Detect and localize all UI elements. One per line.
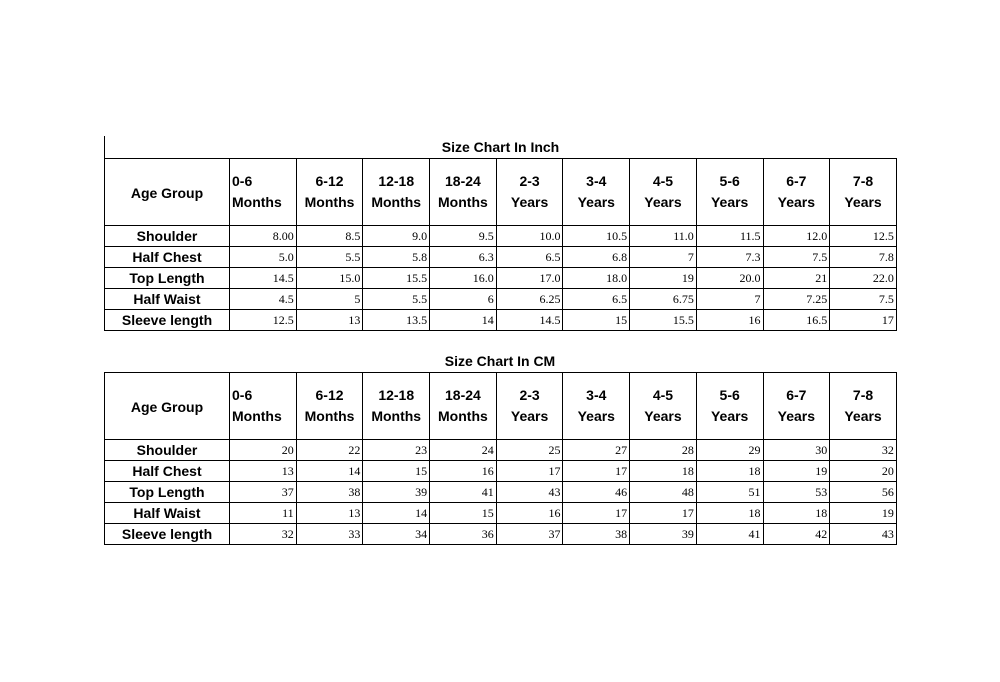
measurement-value: 6.5	[496, 247, 563, 268]
measurement-value: 22	[296, 440, 363, 461]
measurement-value: 22.0	[830, 268, 897, 289]
measurement-value: 7.25	[763, 289, 830, 310]
measurement-value: 18	[763, 503, 830, 524]
age-range: 5-6	[719, 387, 740, 403]
measurement-value: 19	[763, 461, 830, 482]
size-table-inch	[104, 158, 897, 331]
age-group-column-header	[763, 373, 830, 440]
measurement-value: 13	[230, 461, 297, 482]
measurement-value: 24	[430, 440, 497, 461]
measurement-value: 16.0	[430, 268, 497, 289]
age-unit: Months	[438, 194, 488, 210]
age-range: 4-5	[652, 173, 674, 189]
table-row	[105, 482, 897, 503]
age-group-column-header	[296, 373, 363, 440]
age-range: 2-3	[519, 173, 540, 189]
measurement-value: 13	[296, 310, 363, 331]
age-group-column-header	[630, 159, 697, 226]
measurement-value: 37	[230, 482, 297, 503]
measurement-value: 32	[230, 524, 297, 545]
size-chart-inch	[104, 136, 896, 331]
measurement-value: 8.00	[230, 226, 297, 247]
measurement-value: 17	[830, 310, 897, 331]
age-range: 5-6	[719, 173, 740, 189]
age-unit: Years	[510, 408, 549, 424]
age-range: 0-6	[232, 173, 253, 189]
measurement-value: 25	[496, 440, 563, 461]
measurement-value: 15	[430, 503, 497, 524]
measurement-value: 5.8	[363, 247, 430, 268]
header-row	[105, 373, 897, 440]
measurement-value: 5.0	[230, 247, 297, 268]
measurement-value: 38	[563, 524, 630, 545]
measurement-value: 5.5	[363, 289, 430, 310]
measurement-value: 33	[296, 524, 363, 545]
measurement-value: 43	[496, 482, 563, 503]
measurement-value: 9.5	[430, 226, 497, 247]
measurement-value: 30	[763, 440, 830, 461]
measurement-value: 15.0	[296, 268, 363, 289]
measurement-value: 7	[630, 247, 697, 268]
measurement-value: 23	[363, 440, 430, 461]
age-range: 12-18	[378, 387, 415, 403]
measurement-value: 11	[230, 503, 297, 524]
age-group-column-header	[563, 373, 630, 440]
measurement-value: 38	[296, 482, 363, 503]
measurement-value: 4.5	[230, 289, 297, 310]
chart-title-inch: Size Chart In Inch	[104, 136, 896, 158]
measurement-value: 7.3	[696, 247, 763, 268]
age-group-column-header	[363, 373, 430, 440]
measurement-label: Sleeve length	[105, 310, 230, 331]
age-range: 7-8	[852, 173, 874, 189]
measurement-value: 14	[363, 503, 430, 524]
age-group-column-header	[230, 159, 297, 226]
measurement-value: 15.5	[630, 310, 697, 331]
measurement-value: 6.75	[630, 289, 697, 310]
measurement-value: 18.0	[563, 268, 630, 289]
age-unit: Years	[644, 408, 682, 424]
age-group-column-header	[496, 159, 563, 226]
age-range: 6-7	[786, 387, 807, 403]
age-unit: Months	[232, 408, 282, 424]
measurement-value: 20.0	[696, 268, 763, 289]
measurement-label: Half Chest	[105, 461, 230, 482]
measurement-value: 14	[296, 461, 363, 482]
age-group-column-header	[763, 159, 830, 226]
measurement-value: 7.5	[830, 289, 897, 310]
measurement-value: 41	[696, 524, 763, 545]
age-unit: Years	[844, 408, 882, 424]
age-group-column-header	[430, 373, 497, 440]
measurement-value: 17	[563, 461, 630, 482]
measurement-value: 15	[363, 461, 430, 482]
chart-title-cm: Size Chart In CM	[444, 353, 556, 369]
age-group-column-header	[363, 159, 430, 226]
measurement-label: Half Waist	[105, 289, 230, 310]
measurement-value: 16	[430, 461, 497, 482]
measurement-value: 41	[430, 482, 497, 503]
measurement-value: 6.8	[563, 247, 630, 268]
age-group-column-header	[696, 159, 763, 226]
age-range: 3-4	[586, 387, 607, 403]
age-group-column-header	[430, 159, 497, 226]
measurement-value: 56	[830, 482, 897, 503]
age-unit: Months	[304, 194, 355, 210]
measurement-value: 39	[363, 482, 430, 503]
measurement-value: 10.5	[563, 226, 630, 247]
measurement-value: 14	[430, 310, 497, 331]
measurement-value: 17	[563, 503, 630, 524]
measurement-value: 13	[296, 503, 363, 524]
table-row	[105, 461, 897, 482]
measurement-value: 29	[696, 440, 763, 461]
measurement-value: 18	[630, 461, 697, 482]
age-unit: Years	[777, 408, 816, 424]
age-group-column-header	[830, 159, 897, 226]
measurement-value: 11.0	[630, 226, 697, 247]
measurement-value: 12.5	[230, 310, 297, 331]
measurement-value: 27	[563, 440, 630, 461]
measurement-value: 7	[696, 289, 763, 310]
measurement-value: 28	[630, 440, 697, 461]
age-unit: Years	[577, 194, 615, 210]
measurement-value: 43	[830, 524, 897, 545]
measurement-value: 46	[563, 482, 630, 503]
measurement-value: 12.5	[830, 226, 897, 247]
age-group-header: Age Group	[105, 159, 230, 226]
age-range: 2-3	[519, 387, 540, 403]
table-row	[105, 289, 897, 310]
measurement-value: 7.8	[830, 247, 897, 268]
header-row	[105, 159, 897, 226]
measurement-value: 17	[630, 503, 697, 524]
measurement-value: 6.5	[563, 289, 630, 310]
measurement-value: 51	[696, 482, 763, 503]
age-range: 18-24	[445, 173, 481, 189]
table-row	[105, 268, 897, 289]
age-unit: Months	[304, 408, 355, 424]
measurement-value: 14.5	[230, 268, 297, 289]
measurement-value: 8.5	[296, 226, 363, 247]
age-unit: Years	[710, 194, 749, 210]
age-group-column-header	[830, 373, 897, 440]
measurement-value: 5.5	[296, 247, 363, 268]
measurement-value: 42	[763, 524, 830, 545]
measurement-value: 6.3	[430, 247, 497, 268]
measurement-value: 19	[630, 268, 697, 289]
table-row	[105, 247, 897, 268]
age-group-column-header	[563, 159, 630, 226]
measurement-value: 5	[296, 289, 363, 310]
measurement-value: 16	[496, 503, 563, 524]
measurement-value: 18	[696, 503, 763, 524]
age-group-column-header	[230, 373, 297, 440]
age-unit: Years	[710, 408, 749, 424]
table-row	[105, 503, 897, 524]
size-table-cm	[104, 372, 897, 545]
age-unit: Years	[844, 194, 882, 210]
measurement-value: 16.5	[763, 310, 830, 331]
measurement-label: Shoulder	[105, 440, 230, 461]
measurement-label: Half Chest	[105, 247, 230, 268]
measurement-value: 16	[696, 310, 763, 331]
age-range: 6-7	[786, 173, 807, 189]
measurement-value: 12.0	[763, 226, 830, 247]
age-unit: Years	[777, 194, 816, 210]
measurement-value: 19	[830, 503, 897, 524]
measurement-label: Shoulder	[105, 226, 230, 247]
measurement-value: 6.25	[496, 289, 563, 310]
age-group-column-header	[296, 159, 363, 226]
age-unit: Years	[644, 194, 682, 210]
age-range: 6-12	[315, 173, 344, 189]
age-unit: Months	[232, 194, 282, 210]
measurement-value: 32	[830, 440, 897, 461]
measurement-label: Half Waist	[105, 503, 230, 524]
measurement-value: 48	[630, 482, 697, 503]
size-chart-cm	[104, 350, 896, 545]
age-range: 3-4	[586, 173, 607, 189]
measurement-label: Sleeve length	[105, 524, 230, 545]
age-unit: Years	[577, 408, 615, 424]
measurement-value: 39	[630, 524, 697, 545]
measurement-value: 37	[496, 524, 563, 545]
measurement-value: 10.0	[496, 226, 563, 247]
measurement-value: 18	[696, 461, 763, 482]
measurement-value: 53	[763, 482, 830, 503]
measurement-value: 17.0	[496, 268, 563, 289]
age-group-column-header	[496, 373, 563, 440]
measurement-value: 9.0	[363, 226, 430, 247]
age-group-column-header	[696, 373, 763, 440]
measurement-value: 20	[830, 461, 897, 482]
age-range: 0-6	[232, 387, 253, 403]
age-range: 7-8	[852, 387, 874, 403]
age-group-header: Age Group	[105, 373, 230, 440]
measurement-label: Top Length	[105, 482, 230, 503]
age-range: 12-18	[378, 173, 415, 189]
measurement-value: 21	[763, 268, 830, 289]
measurement-value: 17	[496, 461, 563, 482]
measurement-value: 6	[430, 289, 497, 310]
measurement-value: 34	[363, 524, 430, 545]
age-range: 4-5	[652, 387, 674, 403]
age-range: 18-24	[445, 387, 481, 403]
measurement-value: 13.5	[363, 310, 430, 331]
measurement-value: 7.5	[763, 247, 830, 268]
measurement-label: Top Length	[105, 268, 230, 289]
age-unit: Months	[371, 408, 422, 424]
measurement-value: 15	[563, 310, 630, 331]
table-row	[105, 524, 897, 545]
age-unit: Years	[510, 194, 549, 210]
table-row	[105, 440, 897, 461]
age-range: 6-12	[315, 387, 344, 403]
age-unit: Months	[371, 194, 422, 210]
measurement-value: 14.5	[496, 310, 563, 331]
measurement-value: 36	[430, 524, 497, 545]
age-group-column-header	[630, 373, 697, 440]
age-unit: Months	[438, 408, 488, 424]
measurement-value: 20	[230, 440, 297, 461]
table-row	[105, 310, 897, 331]
table-row	[105, 226, 897, 247]
measurement-value: 15.5	[363, 268, 430, 289]
measurement-value: 11.5	[696, 226, 763, 247]
